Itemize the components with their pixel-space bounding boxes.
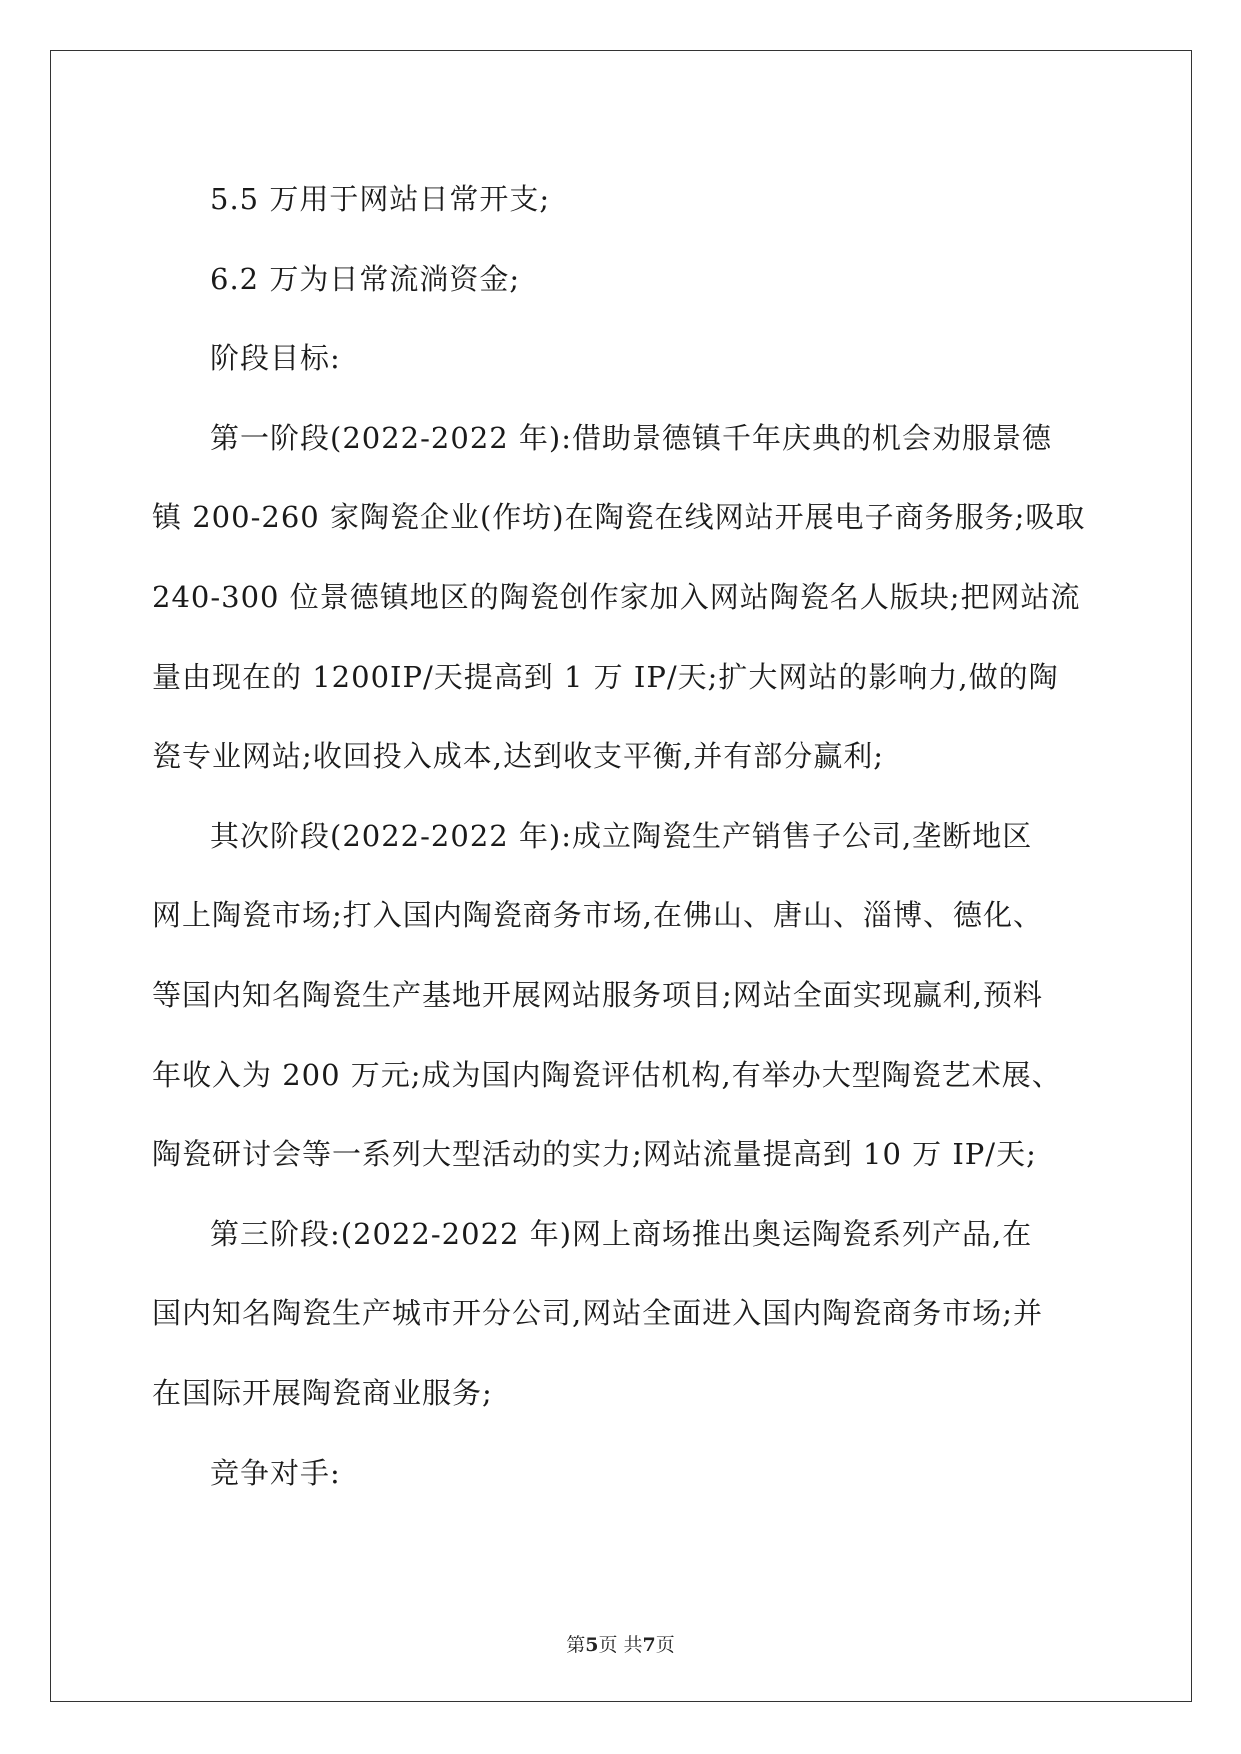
paragraph-line: 网上陶瓷市场;打入国内陶瓷商务市场,在佛山、唐山、淄博、德化、	[152, 898, 1043, 933]
paragraph-line: 瓷专业网站;收回投入成本,达到收支平衡,并有部分赢利;	[152, 739, 884, 774]
page-footer	[0, 1630, 1241, 1657]
paragraph-line: 国内知名陶瓷生产城市开分公司,网站全面进入国内陶瓷商务市场;并	[152, 1296, 1043, 1331]
paragraph-line: 年收入为 200 万元;成为国内陶瓷评估机构,有举办大型陶瓷艺术展、	[152, 1057, 1062, 1092]
footer-suffix: 页	[655, 1634, 675, 1656]
footer-prefix: 第	[566, 1634, 586, 1656]
paragraph-line: 在国际开展陶瓷商业服务;	[152, 1375, 493, 1410]
document-body	[152, 160, 1092, 1513]
paragraph-line: 第三阶段:(2022-2022 年)网上商场推出奥运陶瓷系列产品,在	[210, 1216, 1033, 1251]
paragraph-line: 其次阶段(2022-2022 年):成立陶瓷生产销售子公司,垄断地区	[210, 818, 1033, 853]
paragraph-line: 6.2 万为日常流淌资金;	[210, 261, 521, 296]
paragraph-line: 240-300 位景德镇地区的陶瓷创作家加入网站陶瓷名人版块;把网站流	[152, 579, 1081, 614]
paragraph-line: 第一阶段(2022-2022 年):借助景德镇千年庆典的机会劝服景德	[210, 420, 1053, 455]
paragraph-line: 镇 200-260 家陶瓷企业(作坊)在陶瓷在线网站开展电子商务服务;吸取	[152, 500, 1086, 535]
total-page-number: 7	[642, 1634, 656, 1656]
paragraph-line: 5.5 万用于网站日常开支;	[210, 182, 551, 216]
paragraph-line: 陶瓷研讨会等一系列大型活动的实力;网站流量提高到 10 万 IP/天;	[152, 1137, 1037, 1172]
section-heading: 阶段目标:	[210, 341, 341, 376]
paragraph-line: 等国内知名陶瓷生产基地开展网站服务项目;网站全面实现赢利,预料	[152, 977, 1043, 1012]
paragraph-line: 量由现在的 1200IP/天提高到 1 万 IP/天;扩大网站的影响力,做的陶	[152, 659, 1059, 694]
current-page-number: 5	[585, 1634, 599, 1656]
footer-middle: 页 共	[598, 1634, 643, 1656]
section-heading: 竞争对手:	[210, 1455, 341, 1490]
